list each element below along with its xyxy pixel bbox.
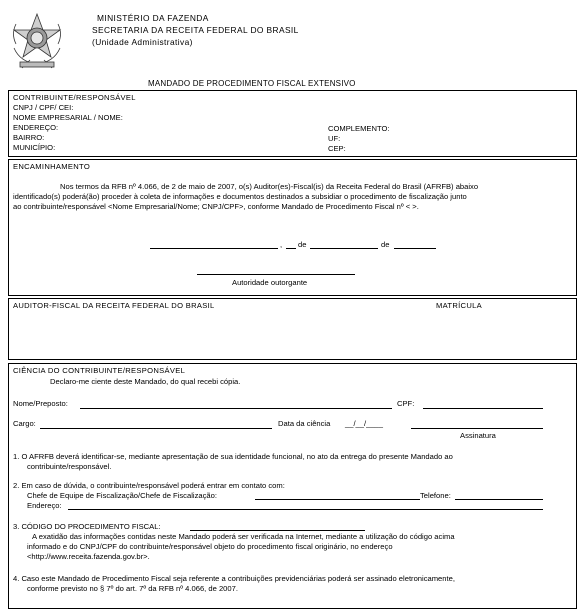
cpf-label: CPF: bbox=[397, 399, 415, 408]
place-line bbox=[150, 248, 278, 249]
administrative-unit: (Unidade Administrativa) bbox=[92, 37, 193, 47]
bairro-label: BAIRRO: bbox=[13, 133, 45, 142]
municipio-label: MUNICÍPIO: bbox=[13, 143, 56, 152]
place-comma: , bbox=[280, 240, 283, 249]
cargo-line[interactable] bbox=[40, 428, 272, 429]
cpf-line[interactable] bbox=[423, 408, 543, 409]
cnpj-label: CNPJ / CPF/ CEI: bbox=[13, 103, 74, 112]
item-3-line-4: <http://www.receita.fazenda.gov.br>. bbox=[27, 552, 150, 561]
chefe-line bbox=[255, 499, 420, 500]
day-line bbox=[286, 248, 296, 249]
encaminhamento-text-line-1: Nos termos da RFB nº 4.066, de 2 de maio de 2007, o(s) Auditor(es)-Fiscal(is) da Receita Federal do Brasil (AFRFB) abaixo bbox=[60, 182, 479, 191]
nome-label: NOME EMPRESARIAL / NOME: bbox=[13, 113, 123, 122]
encaminhamento-text-line-3: ao contribuinte/responsável <Nome Empresarial/Nome; CNPJ/CPF>, conforme Mandado de Procedimento Fiscal nº < >. bbox=[13, 202, 419, 211]
cargo-label: Cargo: bbox=[13, 419, 36, 428]
item-3-line-3: informado e do CNPJ/CPF do contribuinte/responsável objeto do procedimento fiscal originário, no endereço bbox=[27, 542, 393, 551]
secretariat-name: SECRETARIA DA RECEITA FEDERAL DO BRASIL bbox=[92, 25, 299, 35]
autoridade-signature-line bbox=[197, 274, 355, 275]
encaminhamento-text-line-2: identificado(s) poderá(ão) proceder à coleta de informações e documentos destinados a subsidiar o procedimento de fiscalização junto bbox=[13, 192, 467, 201]
item-4-line-1: 4. Caso este Mandado de Procedimento Fiscal seja referente a contribuições previdenciárias poderá ser assinado eletronicamente, bbox=[13, 574, 455, 583]
data-ciencia-label: Data da ciência bbox=[278, 419, 331, 428]
complemento-label: COMPLEMENTO: bbox=[328, 124, 390, 133]
month-line bbox=[310, 248, 378, 249]
declaro-text: Declaro-me ciente deste Mandado, do qual recebi cópia. bbox=[50, 377, 241, 386]
codigo-line bbox=[190, 530, 365, 531]
endereco-contact-line bbox=[68, 509, 543, 510]
data-ciencia-date: __/__/____ bbox=[345, 419, 384, 428]
assinatura-label: Assinatura bbox=[460, 431, 496, 440]
auditor-section-title: AUDITOR-FISCAL DA RECEITA FEDERAL DO BRASIL bbox=[13, 301, 215, 310]
form-title: MANDADO DE PROCEDIMENTO FISCAL EXTENSIVO bbox=[148, 79, 356, 88]
endereco-contact-label: Endereço: bbox=[27, 501, 62, 510]
nome-preposto-line[interactable] bbox=[80, 408, 392, 409]
cep-label: CEP: bbox=[328, 144, 346, 153]
item-2-line-1: 2. Em caso de dúvida, o contribuinte/responsável poderá entrar em contato com: bbox=[13, 481, 285, 490]
telefone-line bbox=[455, 499, 543, 500]
item-3-line-1: 3. CÓDIGO DO PROCEDIMENTO FISCAL: bbox=[13, 522, 161, 531]
assinatura-line[interactable] bbox=[411, 428, 543, 429]
matricula-label: MATRÍCULA bbox=[436, 301, 483, 310]
ciencia-section-title: CIÊNCIA DO CONTRIBUINTE/RESPONSÁVEL bbox=[13, 366, 186, 375]
date-de-2: de bbox=[381, 240, 390, 249]
autoridade-label: Autoridade outorgante bbox=[232, 278, 308, 287]
telefone-label: Telefone: bbox=[420, 491, 451, 500]
item-1-line-1: 1. O AFRFB deverá identificar-se, mediante apresentação de sua identidade funcional, no ato da entrega do presente Mandado ao bbox=[13, 452, 453, 461]
item-4-line-2: conforme previsto no § 7º do art. 7º da RFB nº 4.066, de 2007. bbox=[27, 584, 238, 593]
nome-preposto-label: Nome/Preposto: bbox=[13, 399, 68, 408]
item-2-line-2: Chefe de Equipe de Fiscalização/Chefe de Fiscalização: bbox=[27, 491, 217, 500]
encaminhamento-section bbox=[8, 159, 577, 296]
endereco-label: ENDEREÇO: bbox=[13, 123, 59, 132]
coat-of-arms-emblem bbox=[8, 10, 66, 70]
ministry-name: MINISTÉRIO DA FAZENDA bbox=[97, 13, 209, 23]
item-3-line-2: A exatidão das informações contidas neste Mandado poderá ser verificada na Internet, mediante a utilização do código acima bbox=[32, 532, 455, 541]
year-line bbox=[394, 248, 436, 249]
contribuinte-section-title: CONTRIBUINTE/RESPONSÁVEL bbox=[13, 93, 136, 102]
item-1-line-2: contribuinte/responsável. bbox=[27, 462, 112, 471]
date-de-1: de bbox=[298, 240, 307, 249]
encaminhamento-section-title: ENCAMINHAMENTO bbox=[13, 162, 91, 171]
uf-label: UF: bbox=[328, 134, 341, 143]
